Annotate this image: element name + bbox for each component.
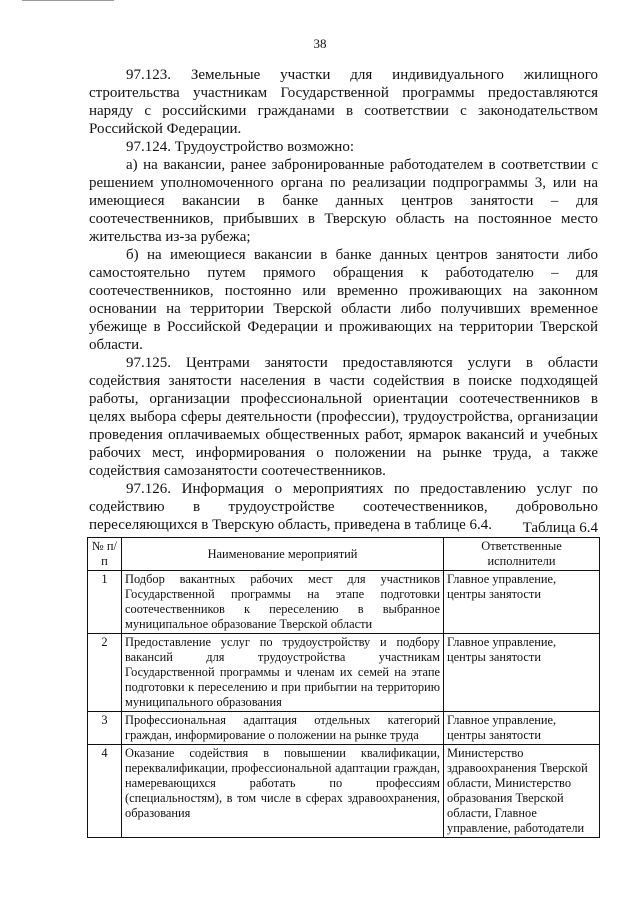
- table-caption: Таблица 6.4: [522, 520, 598, 536]
- header-measure: Наименование мероприятий: [122, 538, 444, 571]
- row-measure: Предоставление услуг по трудоустройству и подбору вакансий для трудоустройства участникам Государственной программы и членам их семей на этапе подготовки к переселению и при прибытии на территорию муниципального образования: [122, 634, 444, 712]
- paragraph-item-b: б) на имеющиеся вакансии в банке данных центров занятости либо самостоятельно путем прямого обращения к работодателю – для соотечественников, постоянно или временно проживающих на законном основании на территории Тверской области либо получивших временное убежище в Российской Федерации и проживающих на территории Тверской области.: [89, 247, 598, 353]
- row-measure: Оказание содействия в повышении квалификации, переквалификации, профессиональной адаптации граждан, намеревающихся работать по профессиям (специальностям), в том числе в сферах здравоохранения, образования: [122, 745, 444, 838]
- paragraph-97-123: 97.123. Земельные участки для индивидуального жилищного строительства участникам Государственной программы предоставляются наряду с российскими гражданами в соответствии с законодательством Российской Федерации.: [89, 67, 598, 137]
- header-number: № п/п: [88, 538, 122, 571]
- page-number: 38: [313, 36, 327, 51]
- top-edge-mark: [22, 0, 114, 1]
- row-number: 2: [88, 634, 122, 712]
- paragraph-97-126: 97.126. Информация о мероприятиях по предоставлению услуг по содействию в трудоустройстве соотечественников, добровольно переселяющихся в Тверскую область, приведена в таблице 6.4.: [89, 481, 598, 533]
- row-responsible: Главное управление, центры занятости: [444, 571, 600, 634]
- row-responsible: Главное управление, центры занятости: [444, 712, 600, 745]
- row-responsible: Главное управление, центры занятости: [444, 634, 600, 712]
- row-measure: Подбор вакантных рабочих мест для участников Государственной программы на этапе подготовки соотечественников к переселению в выбранное муниципальное образование Тверской области: [122, 571, 444, 634]
- header-responsible: Ответственные исполнители: [444, 538, 600, 571]
- body-text: [89, 66, 598, 534]
- table-header-row: [88, 538, 600, 571]
- row-responsible: Министерство здравоохранения Тверской области, Министерство образования Тверской области, Главное управление, работодатели: [444, 745, 600, 838]
- paragraph-97-125: 97.125. Центрами занятости предоставляются услуги в области содействия занятости населения в части содействия в поиске подходящей работы, организации профессиональной ориентации соотечественников в целях выбора сферы деятельности (профессии), трудоустройства, организации проведения оплачиваемых общественных работ, ярмарок вакансий и учебных рабочих мест, информирования о положении на рынке труда, а также содействия самозанятости соотечественников.: [89, 355, 598, 479]
- row-number: 3: [88, 712, 122, 745]
- paragraph-item-a: а) на вакансии, ранее забронированные работодателем в соответствии с решением уполномоченного органа по реализации подпрограммы 3, или на имеющиеся вакансии в банке данных центров занятости – для соотечественников, прибывших в Тверскую область на постоянное место жительства из-за рубежа;: [89, 157, 598, 245]
- row-number: 4: [88, 745, 122, 838]
- table-row: [88, 712, 600, 745]
- table-row: [88, 745, 600, 838]
- table-row: [88, 634, 600, 712]
- row-measure: Профессиональная адаптация отдельных категорий граждан, информирование о положении на рынке труда: [122, 712, 444, 745]
- row-number: 1: [88, 571, 122, 634]
- paragraph-97-124: 97.124. Трудоустройство возможно:: [126, 139, 354, 155]
- table-row: [88, 571, 600, 634]
- measures-table: [87, 537, 600, 838]
